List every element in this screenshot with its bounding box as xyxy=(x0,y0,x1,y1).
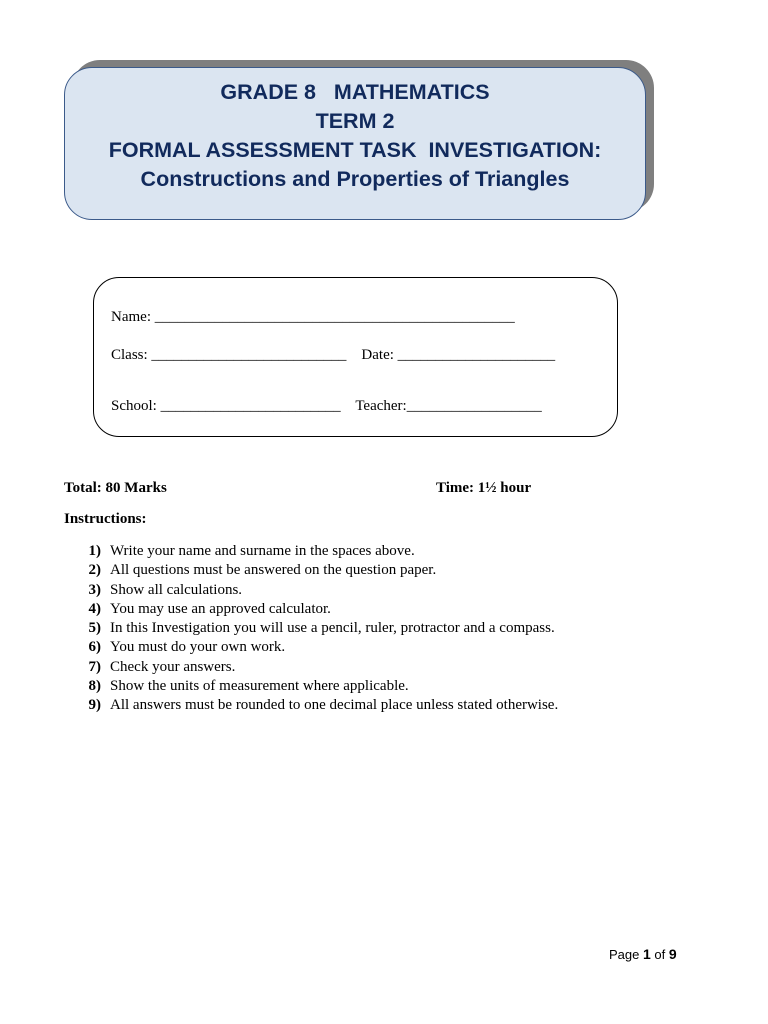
list-item xyxy=(64,619,558,638)
list-item-text: In this Investigation you will use a pencil, ruler, protractor and a compass. xyxy=(110,620,555,637)
list-item-text: Show all calculations. xyxy=(110,581,243,598)
list-item-number: 8) xyxy=(88,678,101,695)
list-item-text: You may use an approved calculator. xyxy=(110,600,331,617)
list-item-number: 1) xyxy=(88,543,101,559)
instructions-heading: Instructions: xyxy=(64,511,147,527)
class-date-fields[interactable]: Class: __________________________ Date: _____________________ xyxy=(111,347,556,363)
list-item-number: 7) xyxy=(88,658,101,675)
list-item-number: 2) xyxy=(88,562,101,579)
list-item-number: 9) xyxy=(88,697,101,714)
total-marks: Total: 80 Marks xyxy=(64,480,167,496)
title-line-grade: GRADE 8 MATHEMATICS xyxy=(220,80,490,104)
title-line-topic: Constructions and Properties of Triangles xyxy=(140,167,570,191)
title-box xyxy=(64,67,646,220)
list-item-number: 5) xyxy=(88,620,101,637)
list-item-number: 4) xyxy=(88,600,101,617)
list-item-text: You must do your own work. xyxy=(110,639,286,656)
list-item-text: All questions must be answered on the question paper. xyxy=(110,562,437,579)
page-number-footer xyxy=(609,946,677,962)
list-item-text: Write your name and surname in the spaces above. xyxy=(110,543,415,559)
school-teacher-fields[interactable]: School: ________________________ Teacher:__________________ xyxy=(111,398,542,414)
page-label: Page xyxy=(609,947,640,962)
list-item xyxy=(64,581,558,600)
student-info-box xyxy=(93,277,618,437)
of-label: of xyxy=(654,947,666,962)
title-line-task: FORMAL ASSESSMENT TASK INVESTIGATION: xyxy=(108,138,602,162)
list-item-number: 6) xyxy=(88,639,101,656)
current-page-number: 1 xyxy=(643,946,651,962)
list-item xyxy=(64,658,558,677)
name-field[interactable]: Name: ________________________________________________ xyxy=(111,309,515,325)
title-line-term: TERM 2 xyxy=(315,109,395,133)
list-item-text: All answers must be rounded to one decimal place unless stated otherwise. xyxy=(110,697,559,714)
total-pages-number: 9 xyxy=(668,946,677,962)
list-item xyxy=(64,696,558,715)
list-item xyxy=(64,542,558,561)
list-item xyxy=(64,600,558,619)
time-allowed: Time: 1½ hour xyxy=(436,480,532,496)
list-item xyxy=(64,638,558,657)
list-item xyxy=(64,561,558,580)
list-item-text: Check your answers. xyxy=(110,658,236,675)
instructions-list xyxy=(64,542,558,716)
list-item-number: 3) xyxy=(88,581,101,598)
list-item xyxy=(64,677,558,696)
list-item-text: Show the units of measurement where applicable. xyxy=(110,678,409,695)
